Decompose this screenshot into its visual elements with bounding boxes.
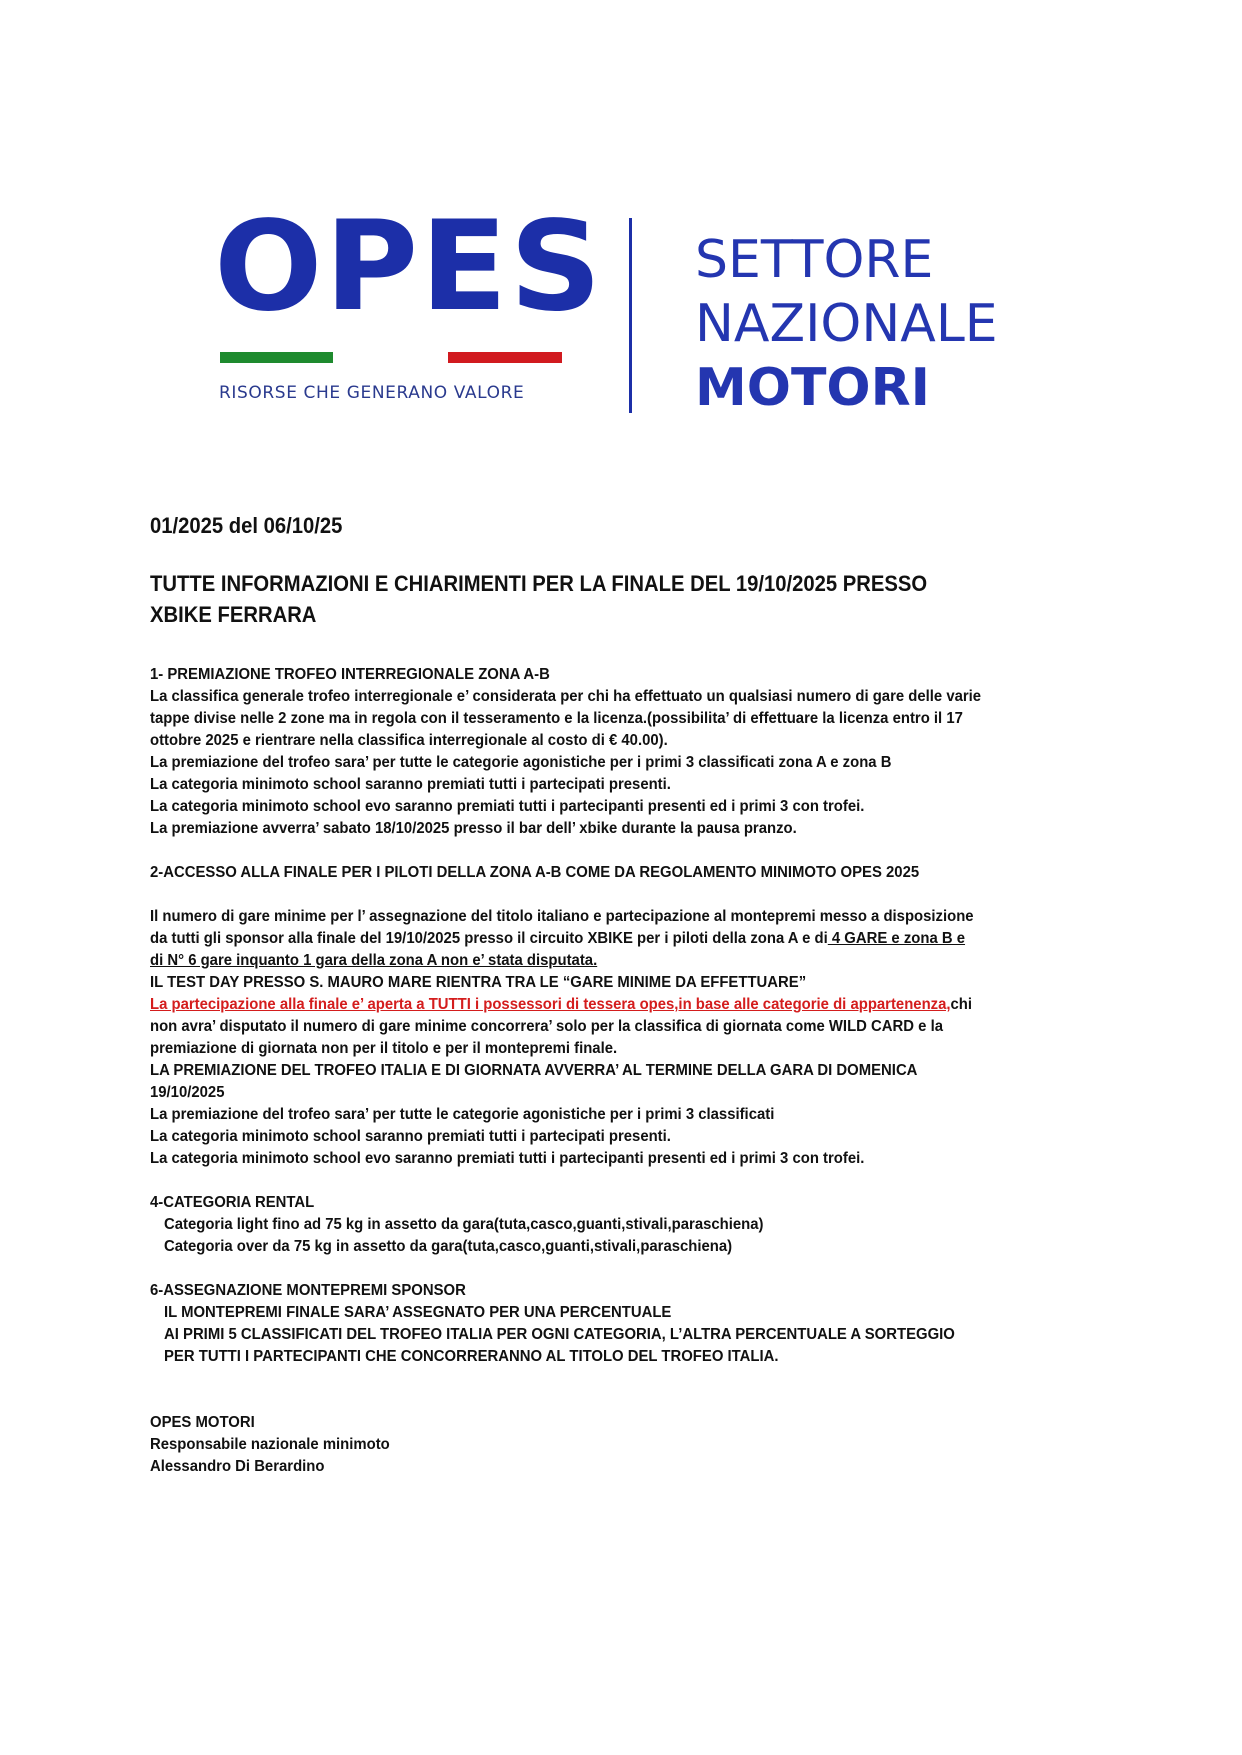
signature-name: Alessandro Di Berardino bbox=[150, 1458, 325, 1475]
section1-line: La premiazione avverra’ sabato 18/10/2025 presso il bar dell’ xbike durante la pausa pranzo. bbox=[150, 820, 797, 837]
section2-line: La premiazione del trofeo sara’ per tutte le categorie agonistiche per i primi 3 classificati bbox=[150, 1106, 775, 1123]
highlighted-red-text: La partecipazione alla finale e’ aperta a TUTTI i possessori di tessera opes,in base alle categorie di appartenenza, bbox=[150, 996, 951, 1013]
italian-flag-green-bar bbox=[220, 352, 333, 363]
section2-underlined-text: 4 GARE e zona B e bbox=[827, 930, 966, 947]
sector-line-settore: SETTORE bbox=[695, 230, 934, 290]
signature-org: OPES MOTORI bbox=[150, 1414, 255, 1431]
sector-title bbox=[695, 228, 998, 420]
section2-line: Il numero di gare minime per l’ assegnazione del titolo italiano e partecipazione al montepremi messo a disposizione bbox=[150, 908, 974, 925]
section2-heading: 2-ACCESSO ALLA FINALE PER I PILOTI DELLA ZONA A-B COME DA REGOLAMENTO MINIMOTO OPES 2025 bbox=[150, 864, 920, 881]
section2-line: non avra’ disputato il numero di gare minime concorrera’ solo per la classifica di giornata come WILD CARD e la bbox=[150, 1018, 943, 1035]
section2-line: premiazione di giornata non per il titolo e per il montepremi finale. bbox=[150, 1040, 618, 1057]
section2-line: La categoria minimoto school saranno premiati tutti i partecipati presenti. bbox=[150, 1128, 671, 1145]
section1-line: ottobre 2025 e rientrare nella classifica interregionale al costo di € 40.00). bbox=[150, 732, 668, 749]
section4-line: Categoria light fino ad 75 kg in assetto da gara(tuta,casco,guanti,stivali,paraschiena) bbox=[164, 1216, 764, 1233]
section6-line: AI PRIMI 5 CLASSIFICATI DEL TROFEO ITALIA PER OGNI CATEGORIA, L’ALTRA PERCENTUALE A SORTEGGIO bbox=[164, 1326, 955, 1343]
sector-line-motori: MOTORI bbox=[695, 358, 931, 418]
section1-line: La premiazione del trofeo sara’ per tutte le categorie agonistiche per i primi 3 classificati zona A e zona B bbox=[150, 754, 892, 771]
section6-heading: 6-ASSEGNAZIONE MONTEPREMI SPONSOR bbox=[150, 1282, 466, 1299]
section2-line2-text: da tutti gli sponsor alla finale del 19/10/2025 presso il circuito XBIKE per i piloti della zona A e di bbox=[150, 930, 828, 947]
section1-line: La classifica generale trofeo interregionale e’ considerata per chi ha effettuato un qualsiasi numero di gare delle varie bbox=[150, 688, 982, 705]
section2-line bbox=[150, 994, 972, 1016]
document-reference: 01/2025 del 06/10/25 bbox=[150, 513, 343, 538]
section2-line: 19/10/2025 bbox=[150, 1084, 225, 1101]
section2-line5-text: chi bbox=[950, 996, 973, 1013]
section1-line: La categoria minimoto school saranno premiati tutti i partecipati presenti. bbox=[150, 776, 671, 793]
section1-line: tappe divise nelle 2 zone ma in regola con il tesseramento e la licenza.(possibilita’ di effettuare la licenza entro il 17 bbox=[150, 710, 963, 727]
section1-heading: 1- PREMIAZIONE TROFEO INTERREGIONALE ZONA A-B bbox=[150, 666, 550, 683]
opes-logo bbox=[0, 0, 1242, 440]
section4-heading: 4-CATEGORIA RENTAL bbox=[150, 1194, 315, 1211]
sector-line-nazionale: NAZIONALE bbox=[695, 294, 998, 354]
signature-role: Responsabile nazionale minimoto bbox=[150, 1436, 390, 1453]
section6-line: IL MONTEPREMI FINALE SARA’ ASSEGNATO PER UNA PERCENTUALE bbox=[164, 1304, 672, 1321]
section2-line: LA PREMIAZIONE DEL TROFEO ITALIA E DI GIORNATA AVVERRA’ AL TERMINE DELLA GARA DI DOMENICA bbox=[150, 1062, 918, 1079]
logo-tagline: RISORSE CHE GENERANO VALORE bbox=[219, 383, 525, 403]
opes-brand-wordmark: OPES bbox=[214, 195, 604, 339]
section6-line: PER TUTTI I PARTECIPANTI CHE CONCORRERANNO AL TITOLO DEL TROFEO ITALIA. bbox=[164, 1348, 779, 1365]
section2-line: La categoria minimoto school evo saranno premiati tutti i partecipanti presenti ed i primi 3 con trofei. bbox=[150, 1150, 865, 1167]
document-title-line2: XBIKE FERRARA bbox=[150, 602, 317, 627]
section1-line: La categoria minimoto school evo saranno premiati tutti i partecipanti presenti ed i primi 3 con trofei. bbox=[150, 798, 865, 815]
italian-flag-red-bar bbox=[448, 352, 562, 363]
logo-divider bbox=[629, 218, 632, 413]
section2-line: IL TEST DAY PRESSO S. MAURO MARE RIENTRA TRA LE “GARE MINIME DA EFFETTUARE” bbox=[150, 974, 807, 991]
section2-line bbox=[150, 928, 965, 950]
document-title-line1: TUTTE INFORMAZIONI E CHIARIMENTI PER LA FINALE DEL 19/10/2025 PRESSO bbox=[150, 571, 928, 596]
section4-line: Categoria over da 75 kg in assetto da gara(tuta,casco,guanti,stivali,paraschiena) bbox=[164, 1238, 733, 1255]
section2-underlined-line: di N° 6 gare inquanto 1 gara della zona A non e’ stata disputata. bbox=[150, 952, 598, 969]
